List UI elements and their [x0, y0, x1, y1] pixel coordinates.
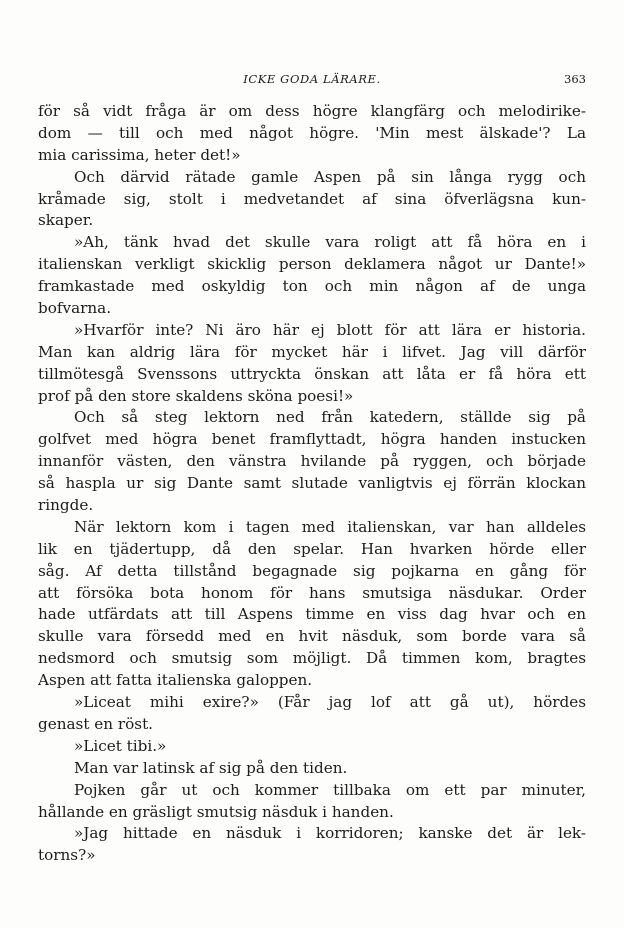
text-line: »Hvarför inte? Ni äro här ej blott för att lära er historia. — [74, 320, 586, 339]
text-line: såg. Af detta tillstånd begagnade sig pojkarna en gång för — [38, 561, 586, 580]
text-line: Och därvid rätade gamle Aspen på sin långa rygg och — [74, 167, 586, 186]
text-line: kråmade sig, stolt i medvetandet af sina öfverlägsna kun- — [38, 189, 586, 208]
text-line: genast en röst. — [38, 714, 153, 733]
text-line: Och så steg lektorn ned från katedern, ställde sig på — [74, 408, 586, 427]
text-line: När lektorn kom i tagen med italienskan, var han alldeles — [74, 517, 586, 536]
text-line: framkastade med oskyldig ton och min någon af de unga — [38, 277, 586, 296]
text-line: »Jag hittade en näsduk i korridoren; kanske det är lek- — [74, 824, 586, 843]
text-line: bofvarna. — [38, 299, 112, 318]
text-line: mia carissima, heter det!» — [38, 145, 241, 164]
text-line: hållande en gräsligt smutsig näsduk i handen. — [38, 802, 394, 821]
text-line: så haspla ur sig Dante samt slutade vanligtvis ej förrän klockan — [38, 474, 586, 493]
text-line: skulle vara försedd med en hvit näsduk, som borde vara så — [38, 627, 586, 646]
text-line: golfvet med högra benet framflyttadt, högra handen instucken — [38, 430, 586, 449]
text-line: Man kan aldrig lära för mycket här i lifvet. Jag vill därför — [38, 342, 586, 361]
text-line: Aspen att fatta italienska galoppen. — [38, 671, 313, 690]
text-line: Man var latinsk af sig på den tiden. — [74, 758, 348, 777]
text-line: tillmötesgå Svenssons uttryckta önskan att låta er få höra ett — [38, 364, 586, 383]
text-line: hade utfärdats att till Aspens timme en viss dag hvar och en — [38, 605, 586, 624]
text-line: lik en tjädertupp, då den spelar. Han hvarken hörde eller — [38, 539, 586, 558]
text-line: skaper. — [38, 211, 94, 230]
text-line: prof på den store skaldens sköna poesi!» — [38, 386, 354, 405]
text-line: »Liceat mihi exire?» (Får jag lof att gå ut), hördes — [74, 693, 586, 712]
running-head: ICKE GODA LÄRARE. — [243, 72, 381, 86]
text-line: innanför västen, den vänstra hvilande på ryggen, och började — [38, 452, 586, 471]
text-line: Pojken går ut och kommer tillbaka om ett par minuter, — [74, 780, 586, 799]
text-line: för så vidt fråga är om dess högre klangfärg och melodirike- — [38, 102, 586, 120]
text-line: nedsmord och smutsig som möjligt. Då timmen kom, bragtes — [38, 649, 586, 668]
page-number: 363 — [564, 72, 586, 86]
text-line: att försöka bota honom för hans smutsiga näsdukar. Order — [38, 583, 586, 602]
text-line: dom — till och med något högre. 'Min mest älskade'? La — [38, 123, 586, 142]
text-line: ringde. — [38, 496, 94, 515]
text-line: italienskan verkligt skicklig person deklamera något ur Dante!» — [38, 255, 586, 274]
text-line: torns?» — [38, 846, 96, 865]
page-header — [38, 72, 586, 92]
text-line: »Licet tibi.» — [74, 736, 167, 755]
text-line: »Ah, tänk hvad det skulle vara roligt att få höra en i — [74, 233, 586, 252]
body-text — [38, 101, 586, 867]
